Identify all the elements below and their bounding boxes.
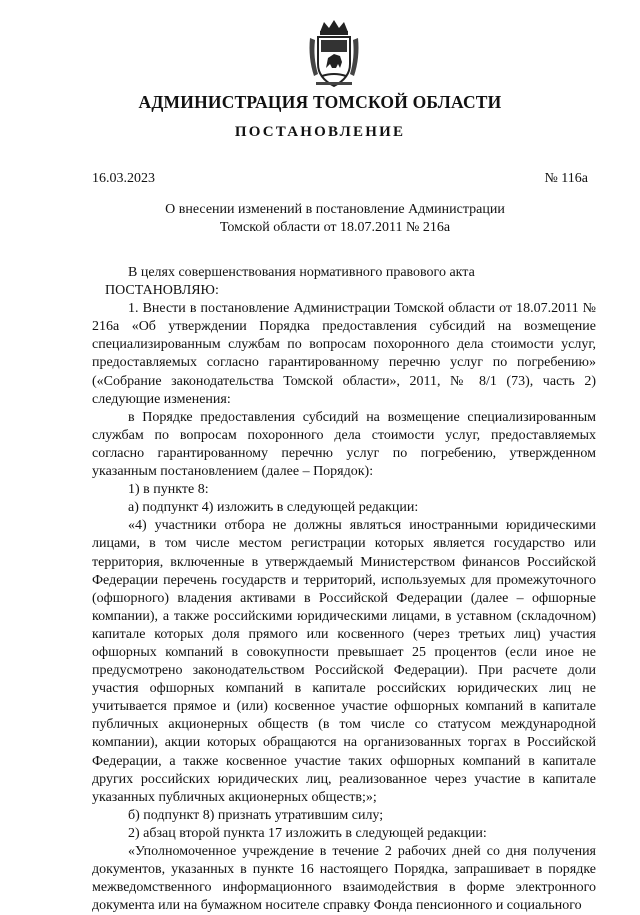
organization-title: АДМИНИСТРАЦИЯ ТОМСКОЙ ОБЛАСТИ xyxy=(138,92,502,112)
document-body xyxy=(92,264,596,915)
preamble: В целях совершенствования нормативного правового акта xyxy=(128,265,475,280)
body-paragraph: «Уполномоченное учреждение в течение 2 рабочих дней со дня получения документов, указанных в пункте 16 настоящего Порядка, запрашивает в порядке межведомственного информационного взаимодействия в форме электронного документа или на бумажном носителе справку Фонда пенсионного и социального xyxy=(92,844,596,914)
body-paragraph: 1) в пункте 8: xyxy=(128,482,209,498)
document-type: ПОСТАНОВЛЕНИЕ xyxy=(234,124,406,140)
body-paragraph: в Порядке предоставления субсидий на возмещение специализированным службам по вопросам похоронного дела стоимости услуг, предоставляемых согласно гарантированному перечню услуг по погребению, утвержденном указанным постановлением (далее – Порядок): xyxy=(92,409,596,480)
body-paragraph: 2) абзац второй пункта 17 изложить в следующей редакции: xyxy=(128,825,487,841)
body-paragraph: б) подпункт 8) признать утратившим силу; xyxy=(128,807,384,823)
body-paragraph: 1. Внести в постановление Администрации Томской области от 18.07.2011 № 216а «Об утверждении Порядка предоставления субсидий на возмещение специализированным службам по вопросам похоронного дела стоимости услуг, предоставляемых согласно гарантированному перечню услуг по погребению» («Собрание законодательства Томской области», 2011, № 8/1 (73), часть 2) следующие изменения: xyxy=(92,301,596,407)
decree-word: ПОСТАНОВЛЯЮ: xyxy=(105,283,219,299)
subject-line: О внесении изменений в постановление Администрации xyxy=(165,202,505,217)
tomsk-coat-of-arms-icon xyxy=(306,18,362,90)
body-paragraph: а) подпункт 4) изложить в следующей редакции: xyxy=(128,500,419,516)
document-subject xyxy=(120,201,550,237)
document-date: 16.03.2023 xyxy=(92,171,155,186)
body-paragraph: «4) участники отбора не должны являться иностранными юридическими лицами, в том числе местом регистрации которых является государство или территория, включенные в утверждаемый Министерством финансов Российской Федерации перечень государств и территорий, используемых для промежуточного (офшорного) владения активами в Российской Федерации (далее – офшорные компании), а также российскими юридическими лицами, в уставном (складочном) капитале которых доля прямого или косвенного (через третьих лиц) участия офшорных компаний в совокупности превышает 25 процентов (если иное не предусмотрено законодательством Российской Федерации). При расчете доли участия офшорных компаний в капитале российских юридических лиц не учитывается прямое и (или) косвенное участие офшорных компаний в капитале публичных акционерных обществ (в том числе со статусом международной компании), акции которых обращаются на организованных торгах в Российской Федерации, а также косвенное участие таких офшорных компаний в капитале других российских юридических лиц, реализованное через участие в капитале указанных публичных акционерных обществ;»; xyxy=(92,518,596,805)
document-number: № 116а xyxy=(544,171,588,186)
subject-line: Томской области от 18.07.2011 № 216а xyxy=(219,220,451,235)
